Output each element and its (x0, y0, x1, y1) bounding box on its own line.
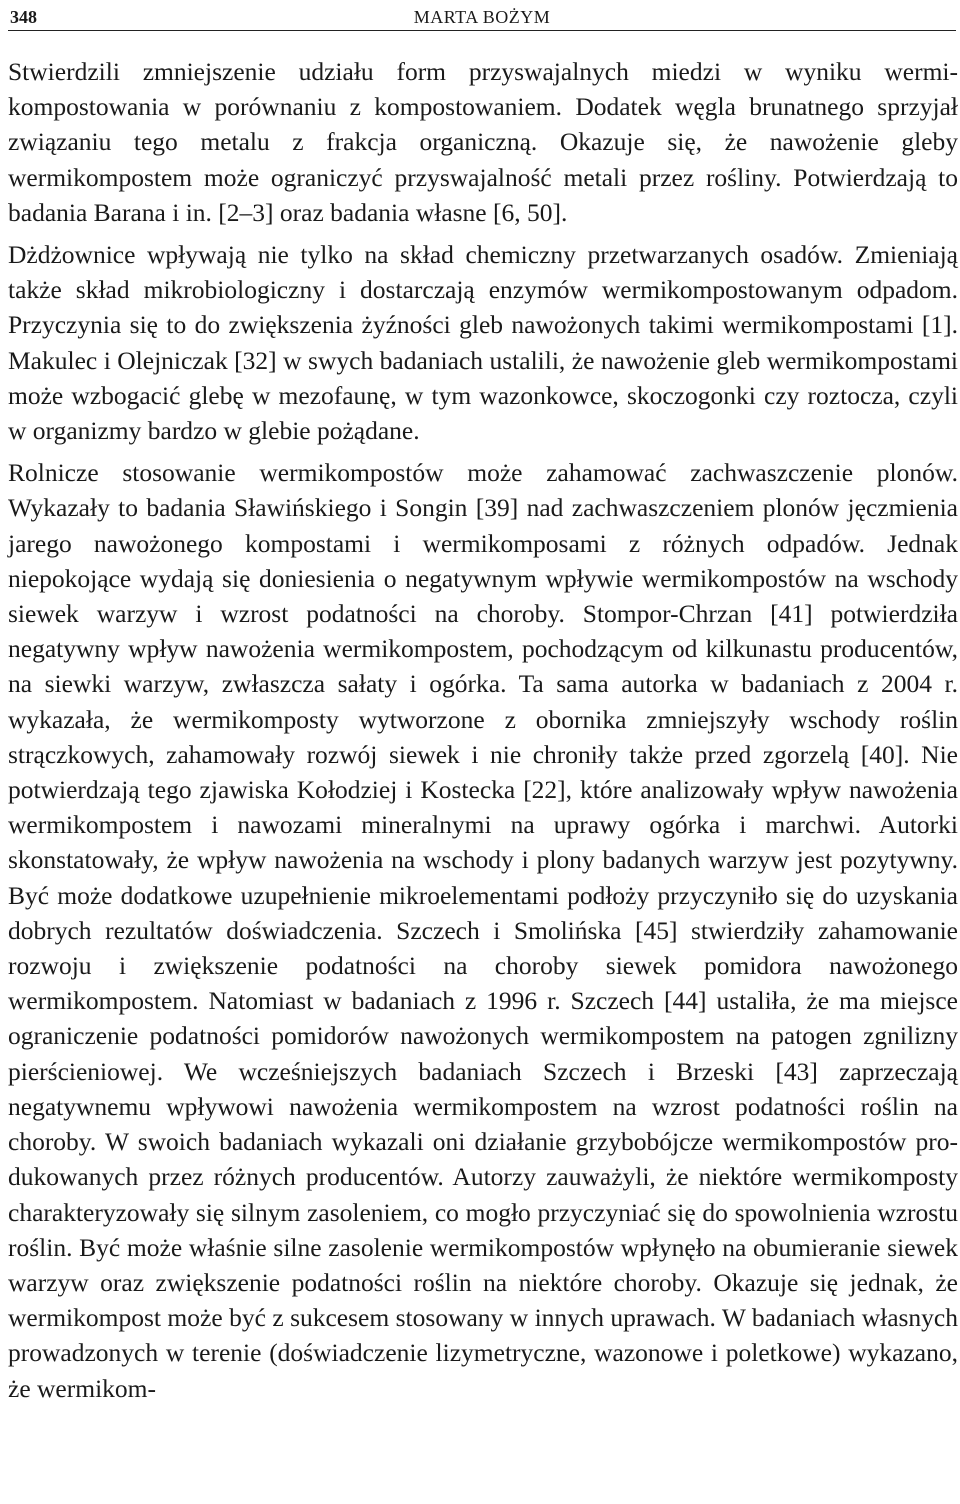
running-author: MARTA BOŻYM (413, 7, 551, 27)
paragraph-3: Rolnicze stosowanie wermikompostów może zahamować zachwaszczenie plonów. Wykazały to badania Sławińskiego i Songin [39] nad zachwaszczeniem plonów jęczmienia jarego nawożonego kompostami i wermikomposami z różnych odpadów. Jednak niepokojące wydają się doniesienia o negatywnym wpływie wermikompostów na wschody siewek warzyw i wzrost podatności na choroby. Stompor-Chrzan [41] potwierdziła negatywny wpływ nawożenia wermikompostem, pochodzącym od kilkunastu producentów, na siewki warzyw, zwłaszcza sałaty i ogórka. Ta sama autorka w badaniach z 2004 r. wykazała, że wermikomposty wytworzone z obornika zmniejszyły wschody roślin strączkowych, zahamowały rozwój siewek i nie chroniły także przed zgorzelą [40]. Nie potwierdzają tego zjawiska Kołodziej i Kostecka [22], które analizowały wpływ nawożenia wermikompostem i nawozami mineralnymi na uprawy ogórka i marchwi. Autorki skonstatowały, że wpływ nawożenia na wschody i plony badanych warzyw jest pozytywny. Być może dodatkowe uzupełnienie mikroelementami podłoży przyczyniło się do uzyskania dobrych rezultatów doświadczenia. Szczech i Smolińska [45] stwierdziły zahamowanie rozwoju i zwiększenie podatności na choroby siewek pomidora nawożonego wermikompostem. Natomiast w badaniach z 1996 r. Szczech [44] ustaliła, że ma miejsce ograniczenie podatności pomidorów nawożonych wermikompostem na patogen zgnilizny pierścieniowej. We wcześniejszych badaniach Szczech i Brzeski [43] zaprzeczają negatywnemu wpływowi nawożenia wermikompostem na wzrost podatności roślin na choroby. W swoich badaniach wykazali oni działanie grzybobójcze wermikompostów produkowanych przez różnych producentów. Autorzy zauważyli, że niektóre wermikomposty charakteryzowały się silnym zasoleniem, co mogło przyczyniać się do spowolnienia wzrostu roślin. Być może właśnie silne zasolenie wermikompostów wpłynęło na obumieranie siewek warzyw oraz zwiększenie podatności roślin na niektóre choroby. Okazuje się jednak, że wermikompost może być z sukcesem stosowany w innych uprawach. W badaniach własnych prowadzonych w terenie (doświadczenie lizymetryczne, wazonowe i poletkowe) wykazano, że wermikom- (8, 458, 958, 1403)
paragraph-1: Stwierdzili zmniejszenie udziału form przyswajalnych miedzi w wyniku wermikompostowania w porównaniu z kompostowaniem. Dodatek węgla brunatnego sprzyjał związaniu tego metalu z frakcja organiczną. Okazuje się, że nawożenie gleby wermikompostem może ograniczyć przyswajalność metali przez rośliny. Potwierdzają to badania Barana i in. [2–3] oraz badania własne [6, 50]. (8, 57, 958, 227)
document-page (8, 0, 958, 1504)
running-header (8, 4, 956, 31)
paragraph-2: Dżdżownice wpływają nie tylko na skład chemiczny przetwarzanych osadów. Zmieniają także skład mikrobiologiczny i dostarczają enzymów wermikompostowanym odpadom. Przyczynia się to do zwiększenia żyźności gleb nawożonych takimi wermikompostami [1]. Makulec i Olejniczak [32] w swych badaniach ustalili, że nawożenie gleb wermikompostami może wzbogacić glebę w mezofaunę, w tym wazonkowce, skoczogonki czy roztocza, czyli w organizmy bardzo w glebie pożądane. (8, 240, 958, 446)
page-number: 348 (10, 7, 37, 27)
body-text (8, 54, 958, 1406)
